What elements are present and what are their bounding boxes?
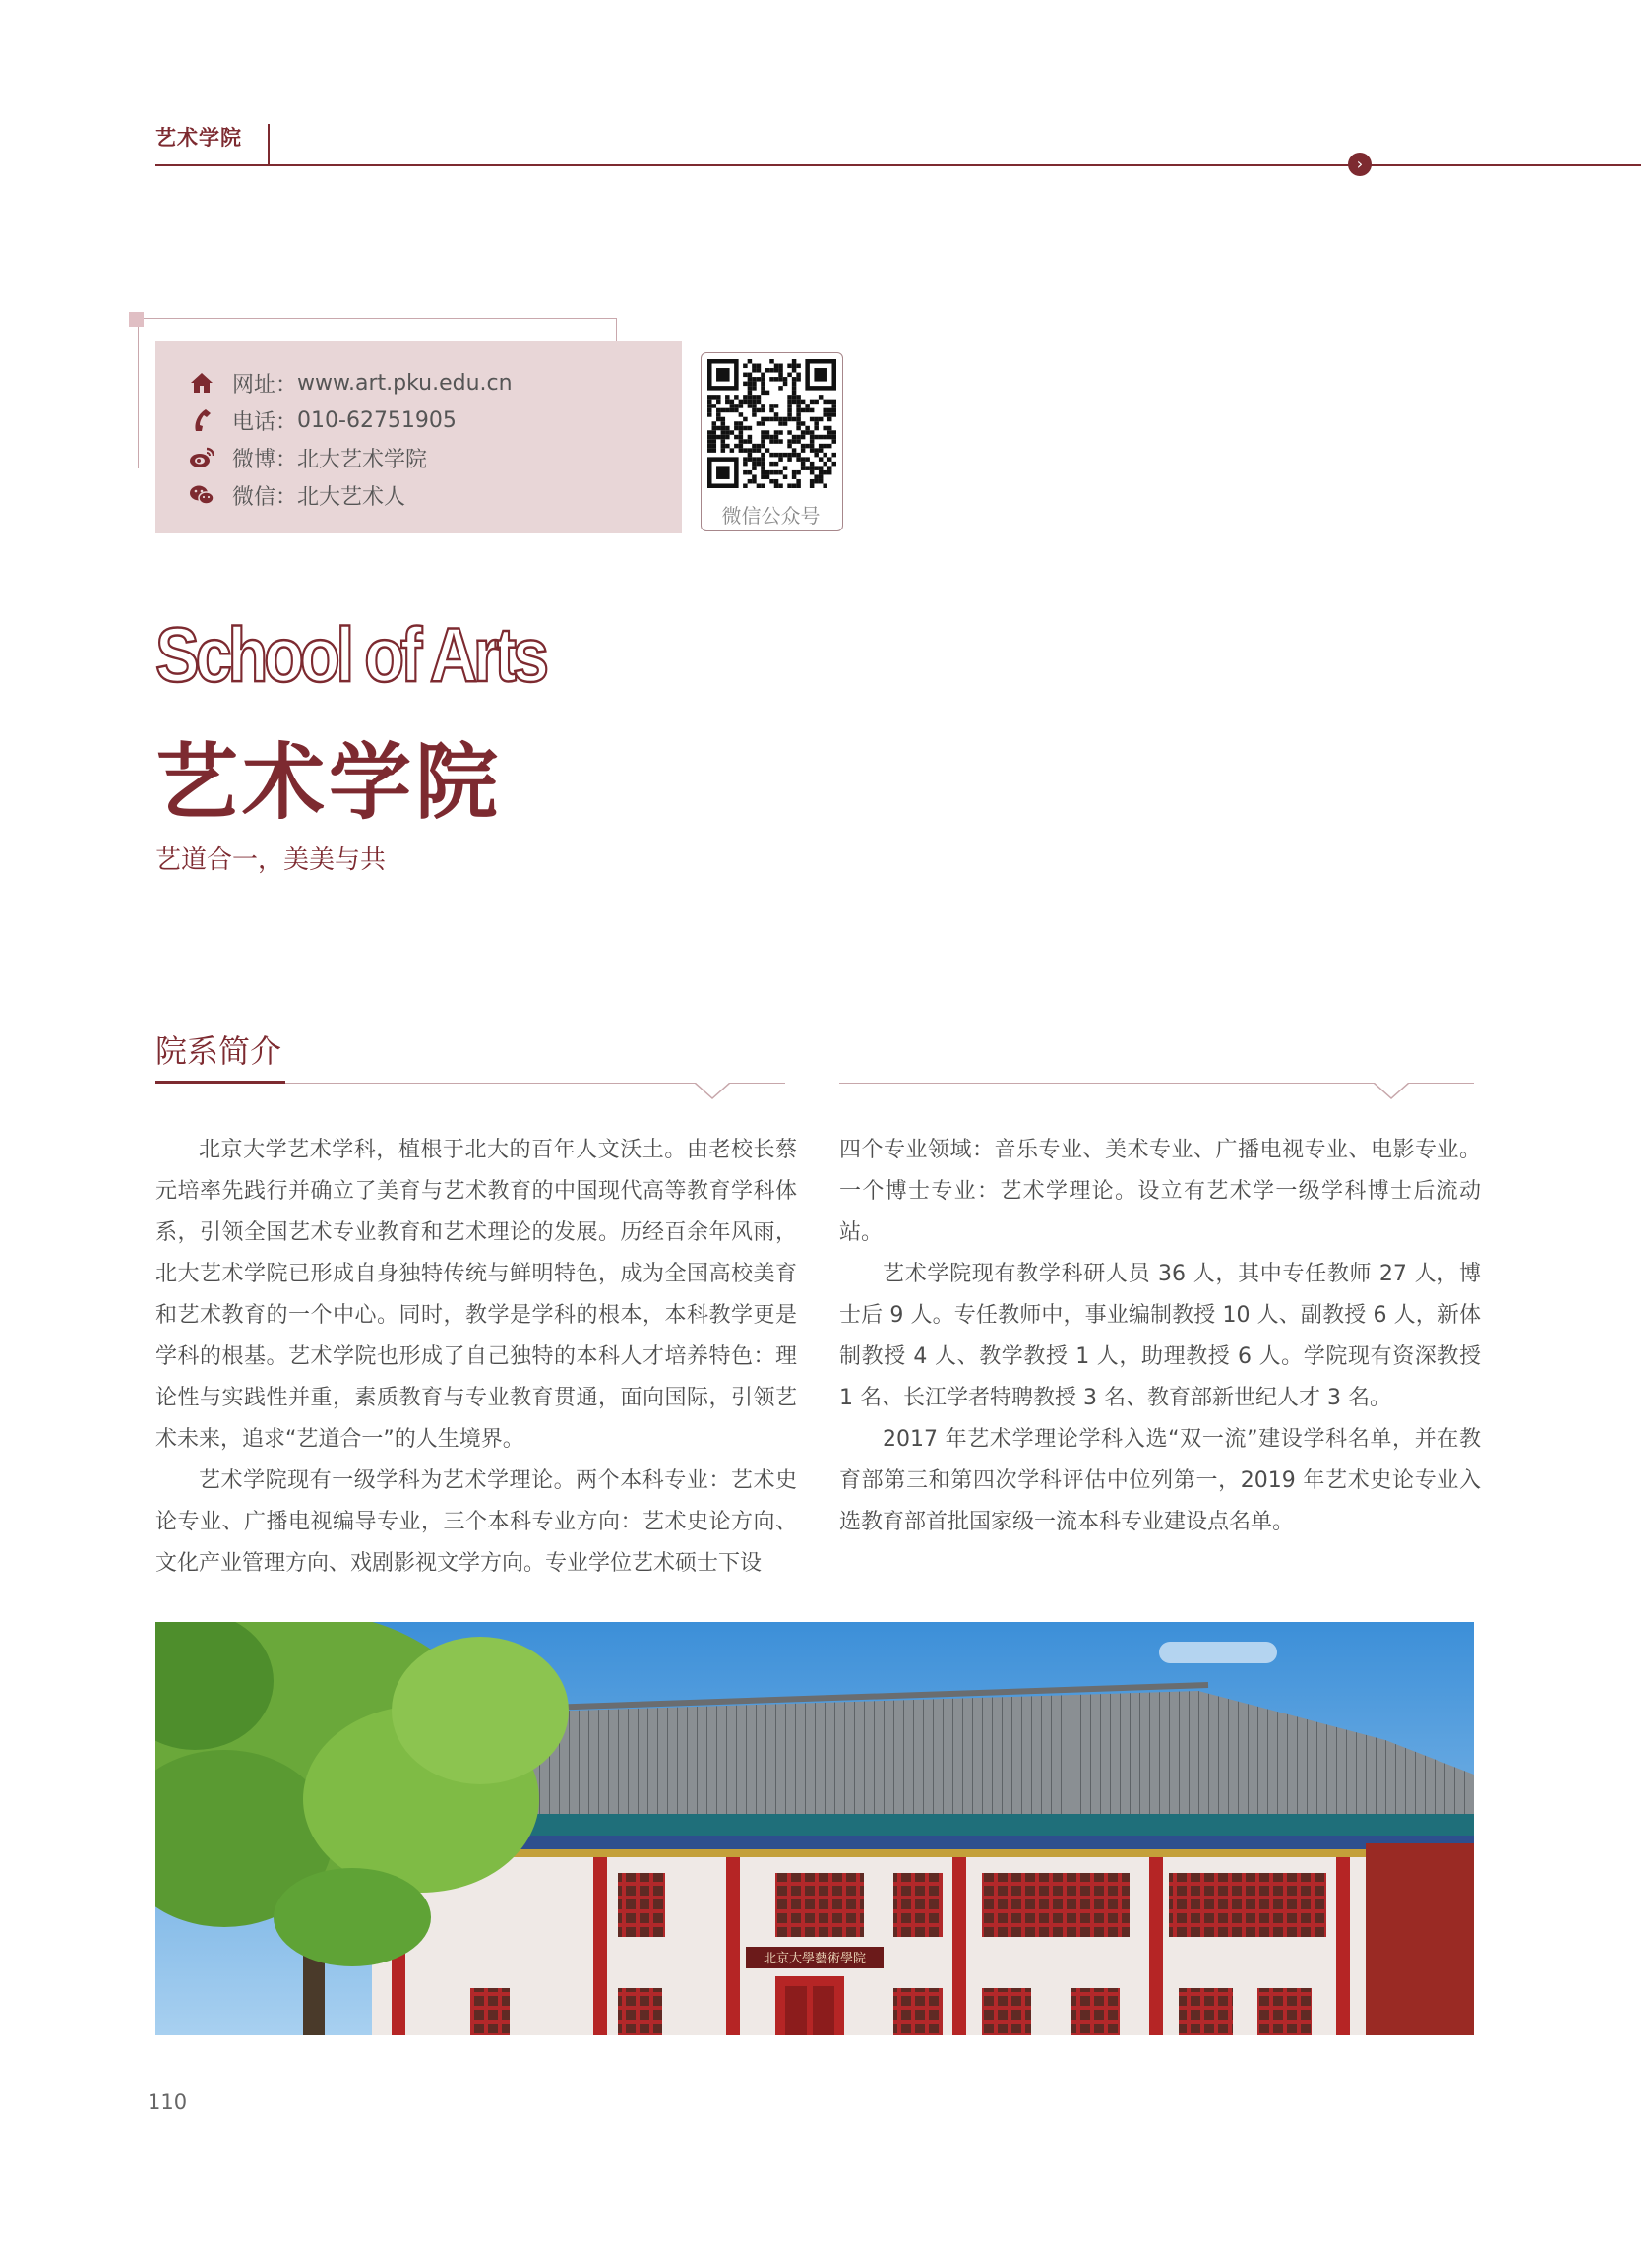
contact-phone bbox=[189, 404, 457, 437]
section-title: 院系简介 bbox=[155, 1032, 282, 1070]
header-rule bbox=[155, 164, 1641, 166]
weibo-account: 北大艺术学院 bbox=[297, 447, 428, 472]
chevron-right-icon: › bbox=[1348, 153, 1372, 176]
rule-notch-left bbox=[695, 1083, 730, 1100]
english-title: School of Arts bbox=[155, 611, 545, 698]
page-number: 110 bbox=[148, 2090, 188, 2114]
contact-label: 电话： bbox=[232, 409, 298, 435]
motto: 艺道合一，美美与共 bbox=[155, 845, 387, 875]
contact-label: 微信： bbox=[232, 484, 298, 510]
phone-icon bbox=[189, 407, 214, 433]
building-photo bbox=[155, 1622, 1474, 2035]
paragraph: 艺术学院现有教学科研人员 36 人，其中专任教师 27 人，博士后 9 人。专任教师中，事业编制教授 10 人、副教授 6 人，新体制教授 4 人、教学教授 1 人，助理教授 6 人。学院现有资深教授 1 名、长江学者特聘教授 3 名、教育部新世纪人才 3 名。 bbox=[839, 1262, 1481, 1410]
text-column-left bbox=[155, 1130, 797, 1585]
contact-card bbox=[155, 341, 682, 533]
contact-weibo bbox=[189, 441, 427, 474]
paragraph: 艺术学院现有一级学科为艺术学理论。两个本科专业：艺术史论专业、广播电视编导专业，三个本科专业方向：艺术史论方向、文化产业管理方向、戏剧影视文学方向。专业学位艺术硕士下设 bbox=[155, 1468, 797, 1576]
paragraph: 2017 年艺术学理论学科入选“双一流”建设学科名单，并在教育部第三和第四次学科评估中位列第一，2019 年艺术史论专业入选教育部首批国家级一流本科专业建设点名单。 bbox=[839, 1427, 1481, 1534]
running-header-section: 艺术学院 bbox=[155, 126, 242, 150]
card-corner-square bbox=[129, 312, 144, 327]
paragraph-continuation: 四个专业领域：音乐专业、美术专业、广播电视专业、电影专业。一个博士专业：艺术学理论。设立有艺术学一级学科博士后流动站。 bbox=[839, 1138, 1481, 1245]
rule-notch-right bbox=[1374, 1083, 1409, 1100]
chinese-title: 艺术学院 bbox=[155, 734, 503, 831]
home-icon bbox=[189, 370, 214, 396]
weibo-icon bbox=[189, 445, 214, 470]
header-divider-tick bbox=[268, 124, 270, 165]
contact-label: 微博： bbox=[232, 447, 298, 472]
wechat-icon bbox=[189, 482, 214, 508]
contact-website bbox=[189, 366, 513, 400]
building-sign: 北京大學藝術學院 bbox=[763, 1952, 867, 1966]
text-column-right bbox=[839, 1130, 1481, 1543]
phone-number: 010-62751905 bbox=[297, 407, 457, 433]
wechat-account: 北大艺术人 bbox=[297, 484, 406, 510]
contact-label: 网址： bbox=[232, 372, 298, 398]
website-url[interactable]: www.art.pku.edu.cn bbox=[297, 370, 513, 396]
qr-code-icon bbox=[707, 359, 836, 488]
paragraph: 北京大学艺术学科，植根于北大的百年人文沃土。由老校长蔡元培率先践行并确立了美育与艺术教育的中国现代高等教育学科体系，引领全国艺术专业教育和艺术理论的发展。历经百余年风雨，北大艺术学院已形成自身独特传统与鲜明特色，成为全国高校美育和艺术教育的一个中心。同时，教学是学科的根本，本科教学更是学科的根基。艺术学院也形成了自己独特的本科人才培养特色：理论性与实践性并重，素质教育与专业教育贯通，面向国际，引领艺术未来，追求“艺道合一”的人生境界。 bbox=[155, 1138, 797, 1452]
qr-caption: 微信公众号 bbox=[721, 504, 821, 528]
contact-wechat bbox=[189, 478, 405, 512]
section-rule-accent bbox=[155, 1081, 285, 1084]
